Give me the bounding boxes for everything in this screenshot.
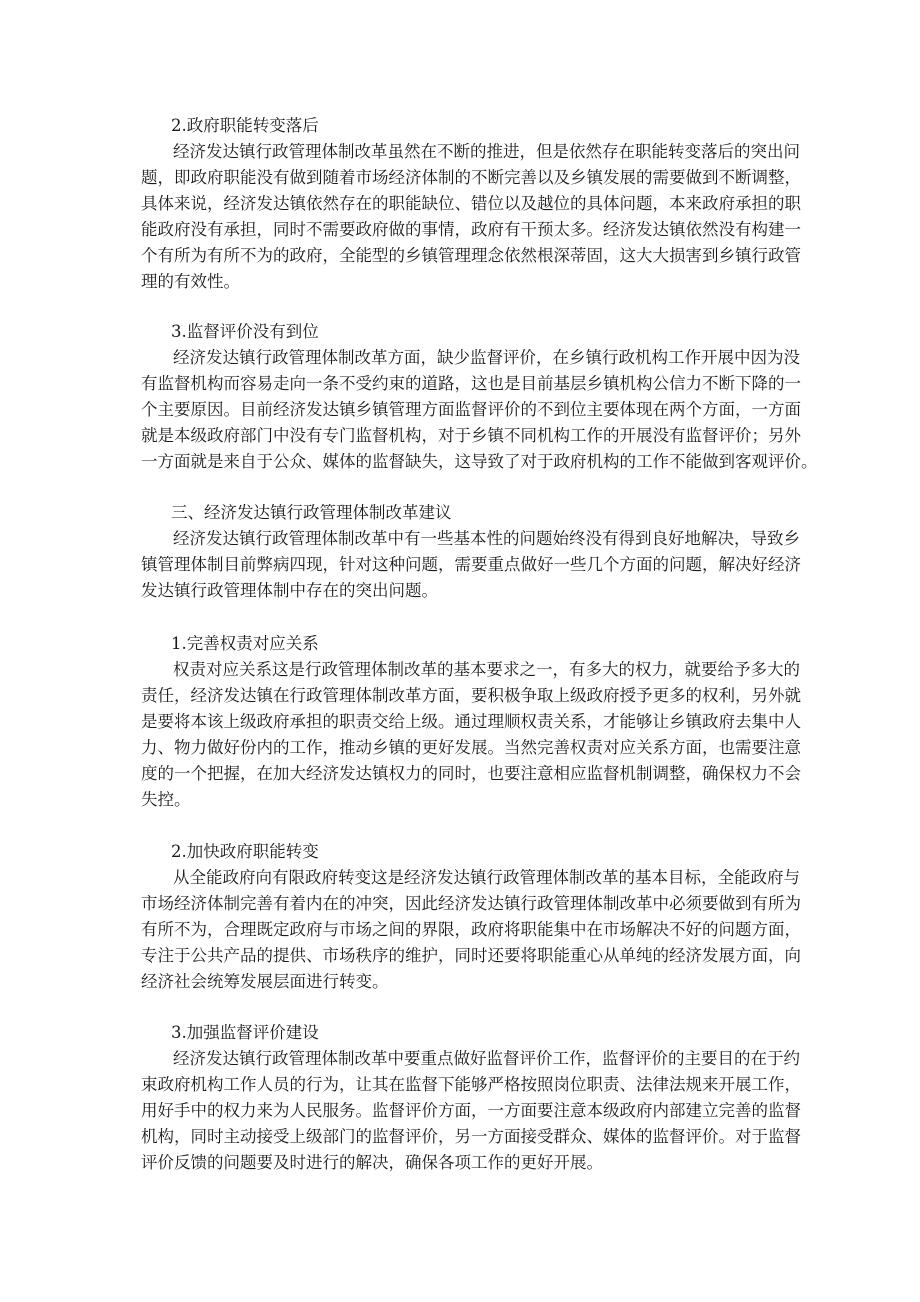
paragraph-line: 能政府没有承担，同时不需要政府做的事情，政府有干预太多。经济发达镇依然没有构建一 bbox=[141, 220, 801, 239]
paragraph-line: 镇管理体制目前弊病四现，针对这种问题，需要重点做好一些几个方面的问题，解决好经济 bbox=[141, 555, 801, 574]
paragraph-line: 一方面就是来自于公众、媒体的监督缺失，这导致了对于政府机构的工作不能做到客观评价。 bbox=[141, 452, 818, 471]
section-heading: 2.加快政府职能转变 bbox=[171, 842, 319, 861]
paragraph-line: 有所不为，合理既定政府与市场之间的界限，政府将职能集中在市场解决不好的问题方面， bbox=[141, 920, 801, 939]
paragraph-line: 个有所为有所不为的政府，全能型的乡镇管理理念依然根深蒂固，这大大损害到乡镇行政管 bbox=[141, 246, 801, 265]
section-heading: 三、经济发达镇行政管理体制改革建议 bbox=[171, 503, 452, 522]
paragraph-line: 评价反馈的问题要及时进行的解决，确保各项工作的更好开展。 bbox=[141, 1153, 603, 1172]
paragraph bbox=[141, 1046, 801, 1176]
paragraph-line: 经济发达镇行政管理体制改革中有一些基本性的问题始终没有得到良好地解决，导致乡 bbox=[173, 529, 800, 548]
section-heading: 1.完善权责对应关系 bbox=[171, 634, 319, 653]
section-strengthen-supervision bbox=[141, 1020, 801, 1176]
paragraph-line: 理的有效性。 bbox=[141, 272, 240, 291]
paragraph bbox=[141, 526, 801, 604]
paragraph-line: 就是本级政府部门中没有专门监督机构，对于乡镇不同机构工作的开展没有监督评价；另外 bbox=[141, 426, 801, 445]
section-heading: 3.加强监督评价建设 bbox=[171, 1023, 319, 1042]
paragraph-line: 度的一个把握，在加大经济发达镇权力的同时，也要注意相应监督机制调整，确保权力不会 bbox=[141, 764, 801, 783]
section-accelerate-function-transformation bbox=[141, 839, 801, 995]
paragraph bbox=[141, 139, 801, 295]
paragraph-line: 束政府机构工作人员的行为，让其在监督下能够严格按照岗位职责、法律法规来开展工作， bbox=[141, 1075, 801, 1094]
paragraph bbox=[141, 657, 801, 813]
paragraph bbox=[141, 865, 801, 995]
paragraph-line: 机构，同时主动接受上级部门的监督评价，另一方面接受群众、媒体的监督评价。对于监督 bbox=[141, 1127, 801, 1146]
paragraph-line: 经济发达镇行政管理体制改革方面，缺少监督评价，在乡镇行政机构工作开展中因为没 bbox=[173, 348, 800, 367]
paragraph bbox=[141, 345, 818, 475]
paragraph-line: 权责对应关系这是行政管理体制改革的基本要求之一，有多大的权力，就要给予多大的 bbox=[173, 660, 800, 679]
section-heading: 2.政府职能转变落后 bbox=[171, 116, 319, 135]
paragraph-line: 用好手中的权力来为人民服务。监督评价方面，一方面要注意本级政府内部建立完善的监督 bbox=[141, 1101, 801, 1120]
paragraph-line: 责任，经济发达镇在行政管理体制改革方面，要积极争取上级政府授予更多的权利，另外就 bbox=[141, 686, 801, 705]
paragraph-line: 力、物力做好份内的工作，推动乡镇的更好发展。当然完善权责对应关系方面，也需要注意 bbox=[141, 738, 801, 757]
section-reform-suggestions bbox=[141, 500, 801, 604]
paragraph-line: 失控。 bbox=[141, 790, 191, 809]
paragraph-line: 题，即政府职能没有做到随着市场经济体制的不断完善以及乡镇发展的需要做到不断调整， bbox=[141, 168, 801, 187]
paragraph-line: 有监督机构而容易走向一条不受约束的道路，这也是目前基层乡镇机构公信力不断下降的一 bbox=[141, 374, 801, 393]
paragraph-line: 市场经济体制完善有着内在的冲突，因此经济发达镇行政管理体制改革中必须要做到有所为 bbox=[141, 894, 801, 913]
section-government-function-lag bbox=[141, 113, 801, 295]
paragraph-line: 是要将本该上级政府承担的职责交给上级。通过理顺权责关系，才能够让乡镇政府去集中人 bbox=[141, 712, 801, 731]
paragraph-line: 经济社会统筹发展层面进行转变。 bbox=[141, 972, 389, 991]
section-supervision-not-in-place bbox=[141, 319, 818, 475]
section-heading: 3.监督评价没有到位 bbox=[171, 322, 319, 341]
paragraph-line: 经济发达镇行政管理体制改革中要重点做好监督评价工作，监督评价的主要目的在于约 bbox=[173, 1049, 800, 1068]
paragraph-line: 个主要原因。目前经济发达镇乡镇管理方面监督评价的不到位主要体现在两个方面，一方面 bbox=[141, 400, 801, 419]
paragraph-line: 具体来说，经济发达镇依然存在的职能缺位、错位以及越位的具体问题，本来政府承担的职 bbox=[141, 194, 801, 213]
paragraph-line: 专注于公共产品的提供、市场秩序的维护，同时还要将职能重心从单纯的经济发展方面，向 bbox=[141, 946, 801, 965]
paragraph-line: 从全能政府向有限政府转变这是经济发达镇行政管理体制改革的基本目标，全能政府与 bbox=[173, 868, 800, 887]
paragraph-line: 经济发达镇行政管理体制改革虽然在不断的推进，但是依然存在职能转变落后的突出问 bbox=[173, 142, 800, 161]
section-rights-responsibilities bbox=[141, 631, 801, 813]
paragraph-line: 发达镇行政管理体制中存在的突出问题。 bbox=[141, 581, 438, 600]
